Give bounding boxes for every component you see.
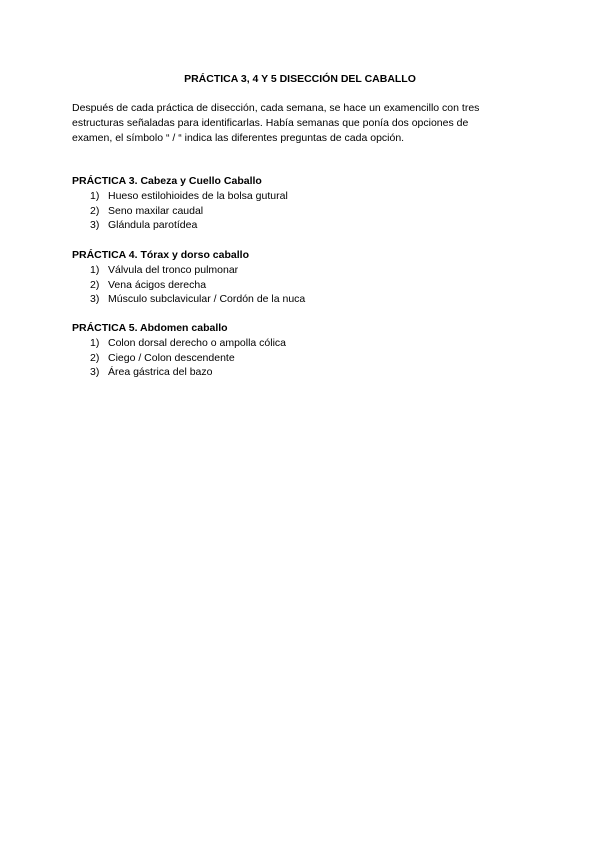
list-item <box>72 292 532 307</box>
list-item <box>72 263 532 278</box>
list-item <box>72 204 532 219</box>
list-item <box>72 336 532 351</box>
intro-paragraph <box>72 101 504 146</box>
intro-line: examen, el símbolo “ / “ indica las diferentes preguntas de cada opción. <box>72 132 405 144</box>
list-item-text: Vena ácigos derecha <box>108 278 207 291</box>
list-item-text: Área gástrica del bazo <box>108 366 213 378</box>
list-item-number: 1) <box>90 190 100 202</box>
list-item-text: Colon dorsal derecho o ampolla cólica <box>108 337 287 349</box>
intro-line: Después de cada práctica de disección, cada semana, se hace un examencillo con tres <box>72 102 480 114</box>
section-practica-5 <box>72 321 532 380</box>
list-item <box>72 218 532 233</box>
intro-line: estructuras señaladas para identificarlas. Había semanas que ponía dos opciones de <box>72 117 469 129</box>
document-title: PRÁCTICA 3, 4 Y 5 DISECCIÓN DEL CABALLO <box>184 73 416 85</box>
section-heading: PRÁCTICA 3. Cabeza y Cuello Caballo <box>72 175 262 187</box>
list-item <box>72 278 532 293</box>
list-item-number: 3) <box>90 293 100 305</box>
section-heading: PRÁCTICA 4. Tórax y dorso caballo <box>72 249 249 261</box>
section-practica-4 <box>72 248 532 307</box>
list-item-number: 3) <box>90 219 100 231</box>
section-heading: PRÁCTICA 5. Abdomen caballo <box>72 322 228 334</box>
list-item-number: 2) <box>90 278 100 291</box>
list-item <box>72 351 532 366</box>
list-item-text: Válvula del tronco pulmonar <box>108 264 239 276</box>
list-item <box>72 365 532 380</box>
list-item-number: 2) <box>90 204 100 217</box>
list-item-text: Hueso estilohioides de la bolsa gutural <box>108 190 288 202</box>
list-item <box>72 189 532 204</box>
list-item-text: Seno maxilar caudal <box>108 204 204 217</box>
list-item-text: Músculo subclavicular / Cordón de la nuca <box>108 293 306 305</box>
list-item-text: Glándula parotídea <box>108 219 198 231</box>
list-item-number: 1) <box>90 337 100 349</box>
list-item-number: 3) <box>90 366 100 378</box>
list-item-number: 1) <box>90 264 100 276</box>
section-practica-3 <box>72 174 532 233</box>
list-item-number: 2) <box>90 351 100 364</box>
list-item-text: Ciego / Colon descendente <box>108 351 235 364</box>
